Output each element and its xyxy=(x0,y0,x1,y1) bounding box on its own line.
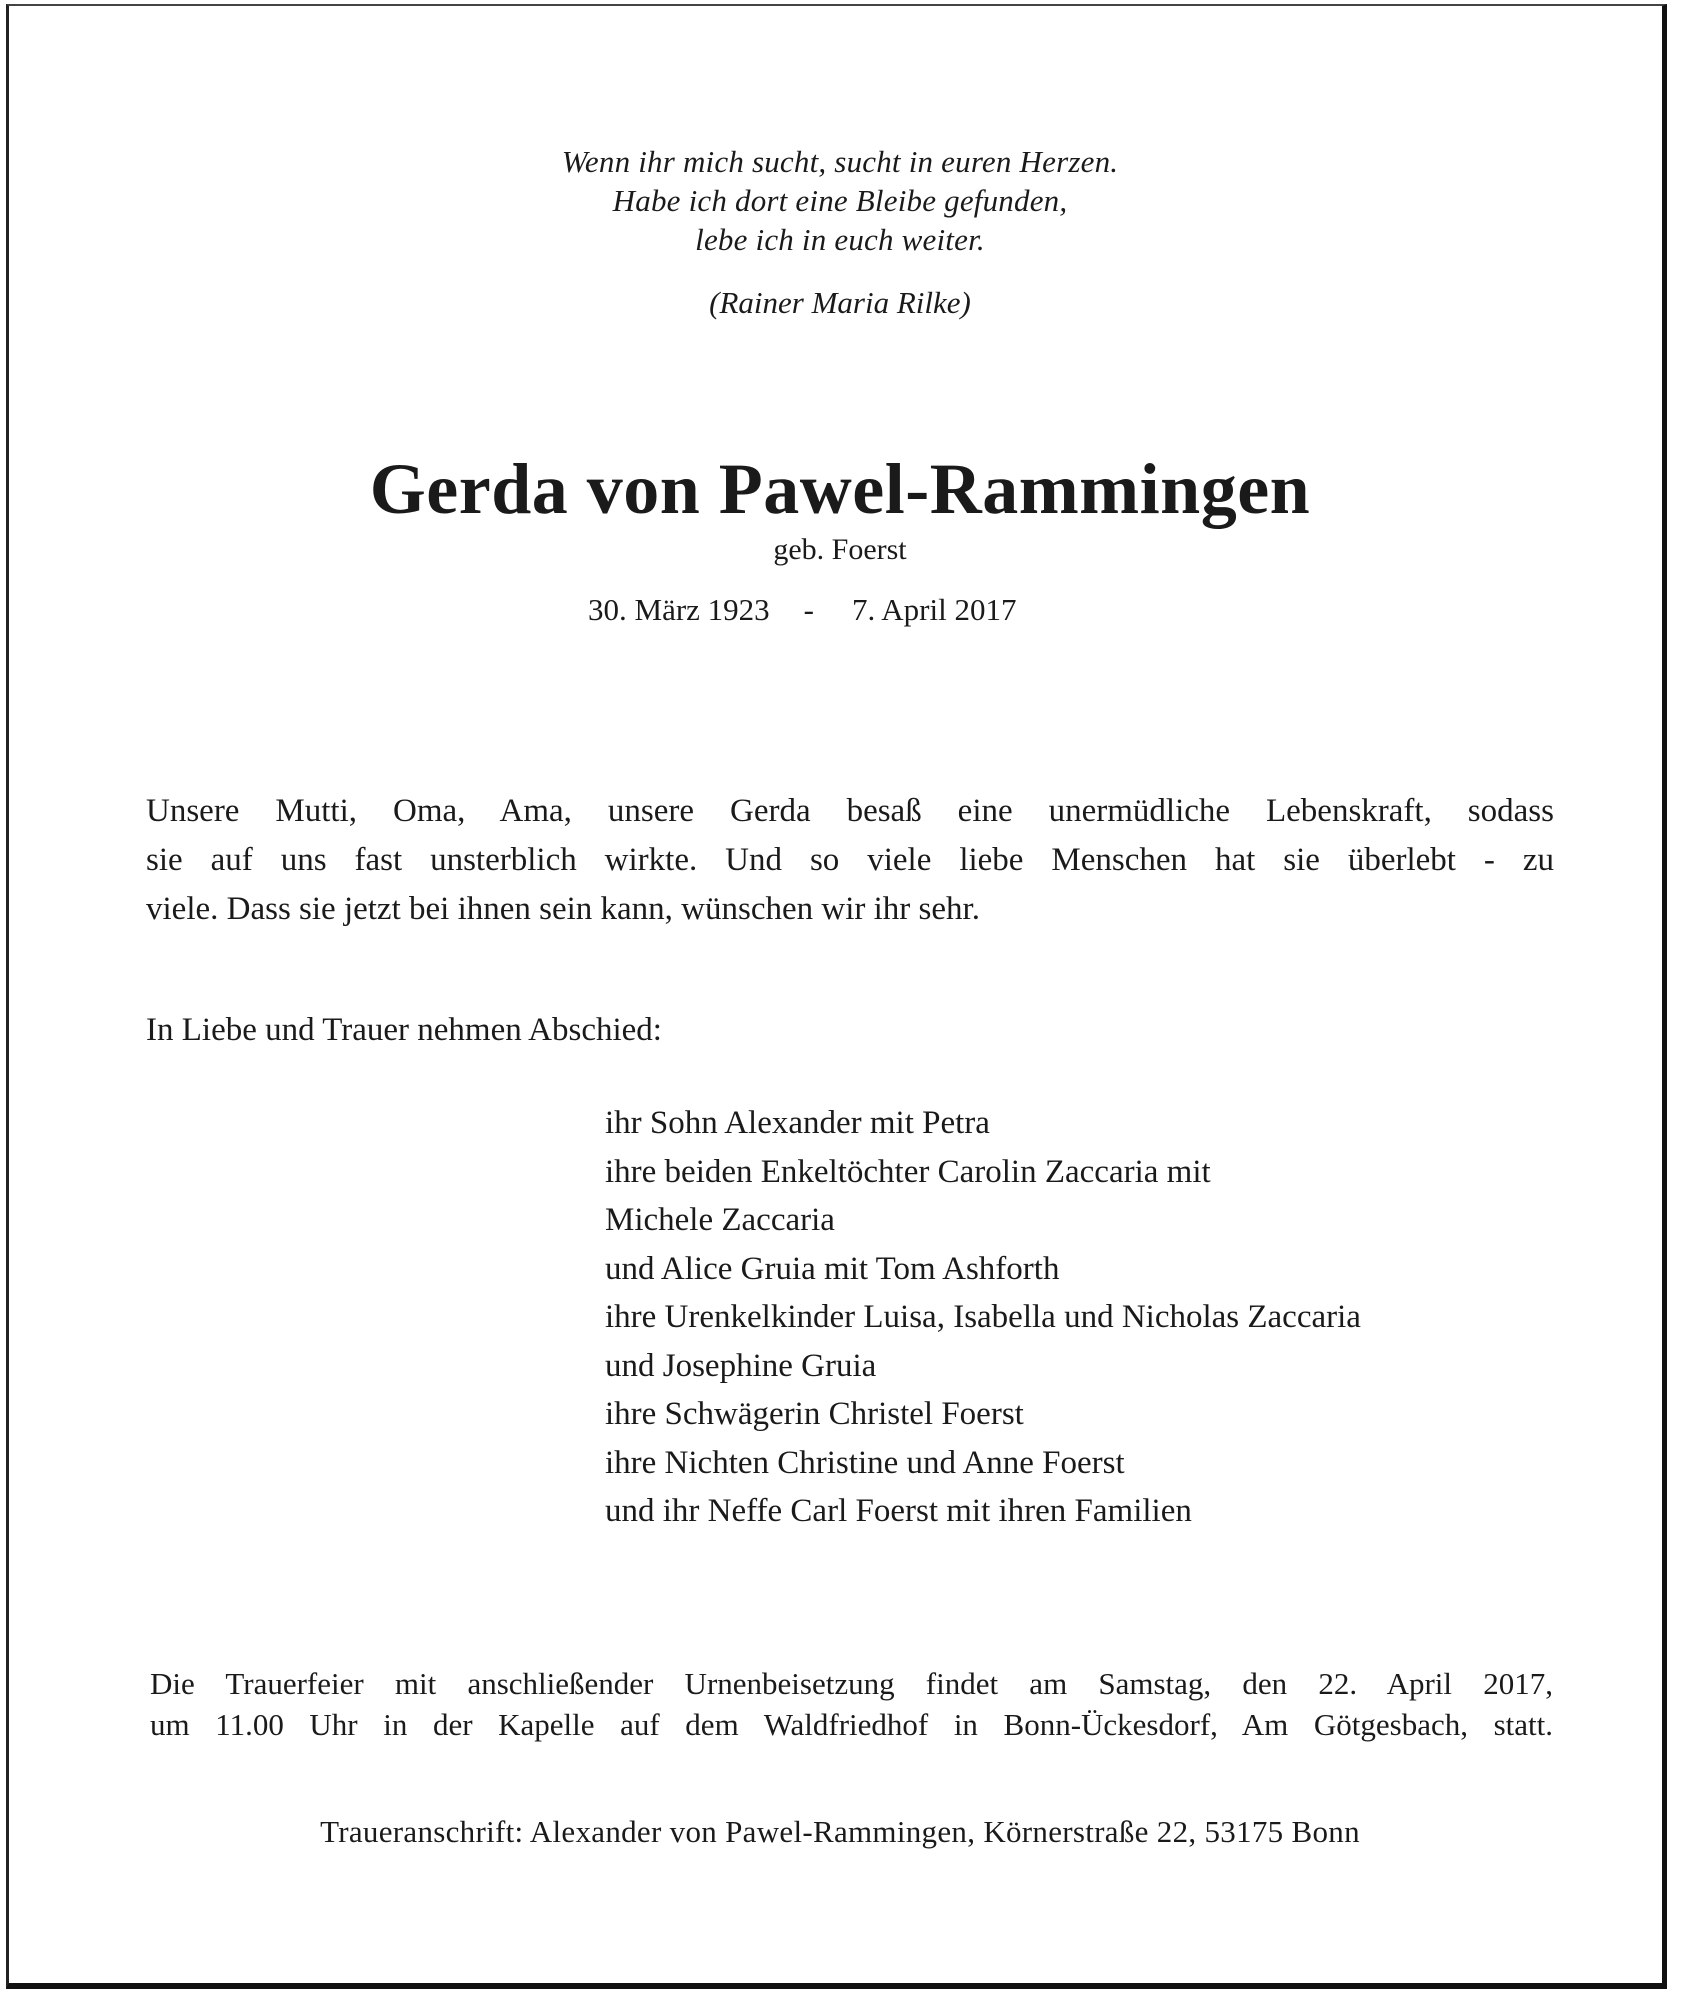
date-separator: - xyxy=(803,592,814,627)
mourner-line: ihre Urenkelkinder Luisa, Isabella und Nicholas Zaccaria xyxy=(605,1299,1361,1335)
poem xyxy=(0,142,1680,259)
farewell-heading: In Liebe und Trauer nehmen Abschied: xyxy=(146,1012,662,1048)
intro-line: sie auf uns fast unsterblich wirkte. Und so viele liebe Menschen hat sie überlebt - zu xyxy=(146,842,1554,878)
intro-line: Unsere Mutti, Oma, Ama, unsere Gerda besaß eine unermüdliche Lebenskraft, sodass xyxy=(146,793,1554,829)
intro-paragraph xyxy=(146,787,1554,934)
birth-date: 30. März 1923 xyxy=(588,592,770,627)
birth-name: geb. Foerst xyxy=(773,533,907,566)
ceremony-paragraph xyxy=(150,1663,1553,1745)
death-date: 7. April 2017 xyxy=(851,592,1017,627)
ceremony-line: um 11.00 Uhr in der Kapelle auf dem Waldfriedhof in Bonn-Ückesdorf, Am Götgesbach, statt. xyxy=(150,1707,1553,1742)
mourner-line: und ihr Neffe Carl Foerst mit ihren Familien xyxy=(605,1493,1192,1529)
mourner-line: Michele Zaccaria xyxy=(605,1202,835,1238)
ceremony-line: Die Trauerfeier mit anschließender Urnenbeisetzung findet am Samstag, den 22. April 2017, xyxy=(150,1666,1553,1701)
mourner-line: und Alice Gruia mit Tom Ashforth xyxy=(605,1250,1060,1287)
poem-attribution: (Rainer Maria Rilke) xyxy=(709,285,971,320)
mourner-line: und Josephine Gruia xyxy=(605,1347,877,1384)
mourning-address: Traueranschrift: Alexander von Pawel-Rammingen, Körnerstraße 22, 53175 Bonn xyxy=(320,1814,1360,1849)
poem-line: lebe ich in euch weiter. xyxy=(695,222,985,257)
deceased-name: Gerda von Pawel-Rammingen xyxy=(369,449,1311,529)
poem-line: Wenn ihr mich sucht, sucht in euren Herzen. xyxy=(561,144,1119,179)
mourner-line: ihre Nichten Christine und Anne Foerst xyxy=(605,1444,1125,1481)
mourner-line: ihr Sohn Alexander mit Petra xyxy=(605,1105,990,1141)
mourners-list xyxy=(605,1099,1605,1536)
life-dates xyxy=(588,590,1108,630)
mourner-line: ihre Schwägerin Christel Foerst xyxy=(605,1396,1024,1432)
poem-line: Habe ich dort eine Bleibe gefunden, xyxy=(612,183,1068,218)
mourner-line: ihre beiden Enkeltöchter Carolin Zaccaria mit xyxy=(605,1153,1211,1190)
intro-line: viele. Dass sie jetzt bei ihnen sein kann, wünschen wir ihr sehr. xyxy=(146,891,980,927)
